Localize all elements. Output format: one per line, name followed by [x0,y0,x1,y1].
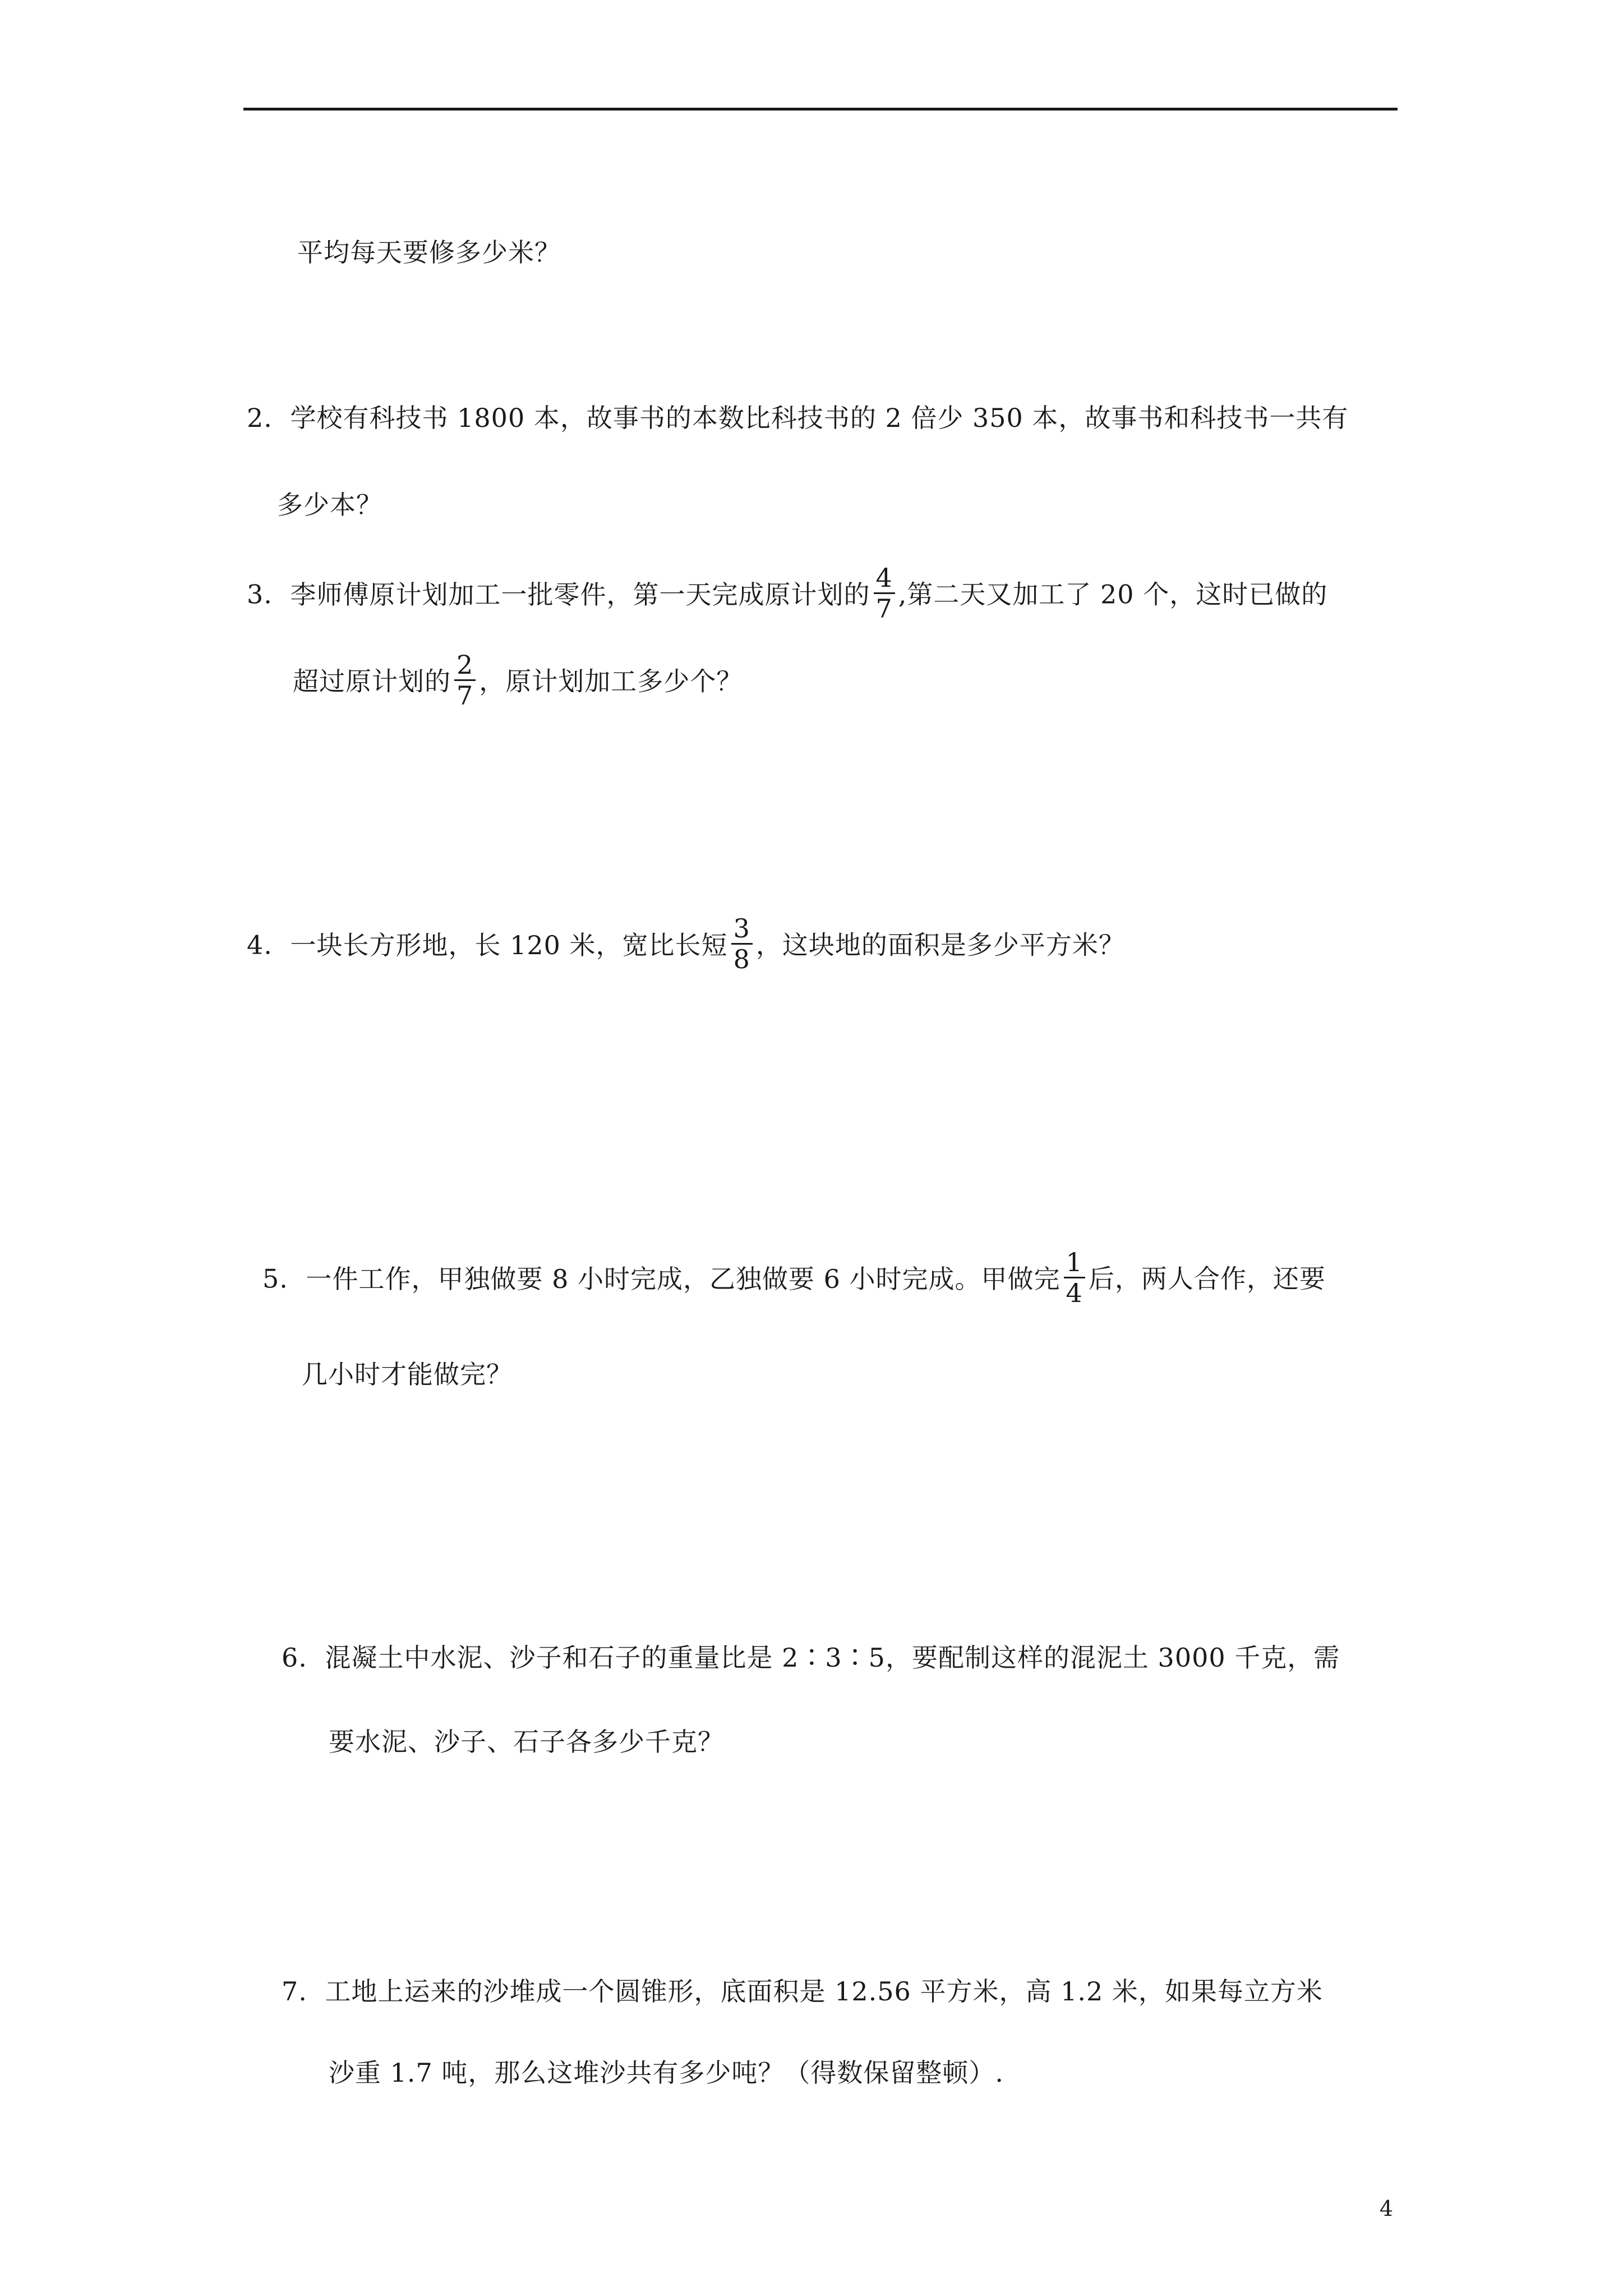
q4-number: 4. [247,930,273,960]
q5-line2: 几小时才能做完？ [302,1359,513,1389]
q6-number: 6. [282,1642,307,1673]
q3-line1-text: 李师傅原计划加工一批零件，第一天完成原计划的 [290,579,870,610]
q3-fraction-1: $\frac{4}{7}$ [874,563,895,623]
header-rule [243,108,1398,111]
q5-fraction: $\frac{1}{4}$ [1064,1248,1085,1308]
question-4: 4. 一块长方形地，长 120 米，宽比长短 $\frac{3}{8}$ ，这块地的面积是多少平方米？ [247,913,1125,974]
question-2 [247,401,1348,435]
page-number: 4 [1379,2196,1393,2221]
question-6: 6. 混凝土中水泥、沙子和石子的重量比是 2∶3∶5，要配制这样的混泥土 3000 千克，需 [282,1642,1340,1673]
q6-line2: 要水泥、沙子、石子各多少千克？ [329,1727,724,1757]
q7-line2: 沙重 1.7 吨，那么这堆沙共有多少吨？（得数保留整顿）. [329,2058,1004,2088]
q3-fraction-2: $\frac{2}{7}$ [454,650,476,710]
q7-number: 7. [282,1976,307,2007]
q3-line1-text-b: ,第二天又加工了 20 个，这时已做的 [898,579,1328,610]
question-3 [247,563,1328,627]
question-7: 7. 工地上运来的沙堆成一个圆锥形，底面积是 12.56 平方米，高 1.2 米，如果每立方米 [282,1976,1323,2007]
q2-line1: 学校有科技书 1800 本，故事书的本数比科技书的 2 倍少 350 本，故事书和科技书一共有 [290,403,1349,433]
q3-line2: 超过原计划的 $\frac{2}{7}$ ，原计划加工多少个？ [293,650,743,711]
question-5: 5. 一件工作，甲独做要 8 小时完成，乙独做要 6 小时完成。甲做完 $\frac{1}{4}$ 后，两人合作，还要 [262,1247,1326,1308]
q1-line2: 平均每天要修多少米？ [297,237,561,268]
q2-number: 2. [247,403,273,433]
q5-number: 5. [262,1263,288,1294]
q2-line2: 多少本？ [277,490,382,520]
q3-number: 3. [247,579,273,610]
q4-fraction: $\frac{3}{8}$ [731,914,753,974]
